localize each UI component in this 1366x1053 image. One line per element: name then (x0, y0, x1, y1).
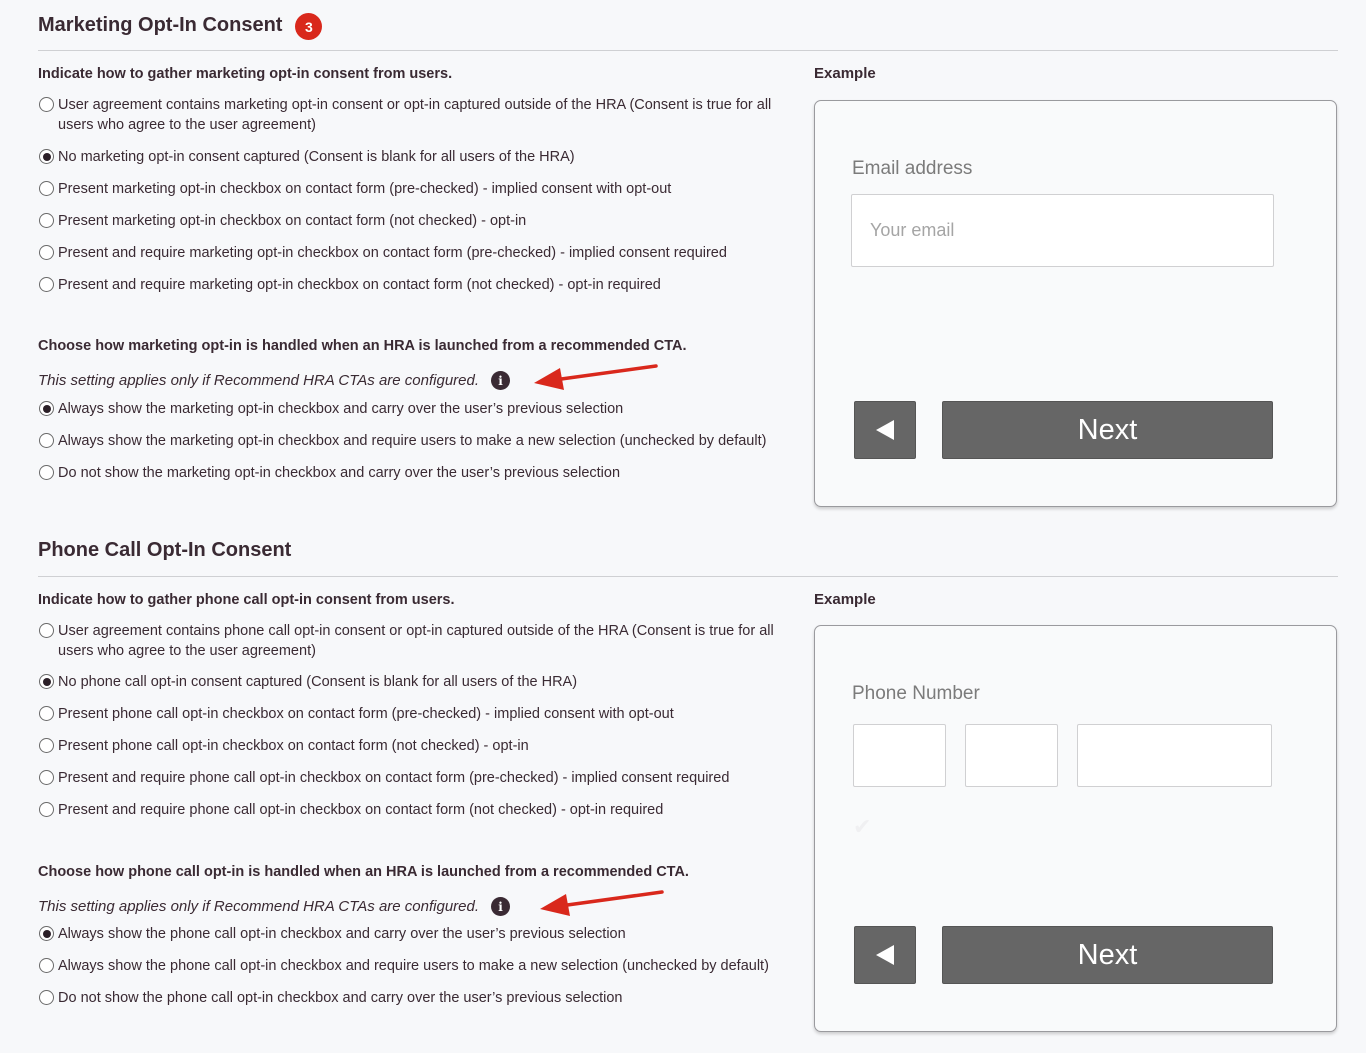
phone-gather-option-4[interactable]: Present and require phone call opt-in checkbox on contact form (pre-checked) - implied consent required (38, 768, 788, 788)
radio-button[interactable] (39, 770, 54, 785)
phone-gather-label: Indicate how to gather phone call opt-in consent from users. (38, 592, 455, 608)
radio-button[interactable] (39, 990, 54, 1005)
annotation-arrow-icon (532, 360, 660, 394)
marketing-gather-option-0[interactable]: User agreement contains marketing opt-in consent or opt-in captured outside of the HRA (Consent is true for all users who agree to the user agreement) (38, 95, 788, 135)
marketing-cta-label: Choose how marketing opt-in is handled when an HRA is launched from a recommended CTA. (38, 338, 687, 354)
marketing-cta-option-2[interactable]: Do not show the marketing opt-in checkbox and carry over the user’s previous selection (38, 463, 788, 483)
radio-button[interactable] (39, 149, 54, 164)
radio-button[interactable] (39, 433, 54, 448)
radio-button[interactable] (39, 738, 54, 753)
back-arrow-icon (876, 945, 894, 965)
radio-button[interactable] (39, 623, 54, 638)
email-input[interactable]: Your email (851, 194, 1274, 267)
marketing-gather-option-1[interactable]: No marketing opt-in consent captured (Consent is blank for all users of the HRA) (38, 147, 788, 167)
phone-prefix-input[interactable] (965, 724, 1058, 787)
phone-field-label: Phone Number (852, 683, 980, 704)
marketing-example-card (814, 100, 1337, 507)
phone-area-code-input[interactable] (853, 724, 946, 787)
section-divider (38, 50, 1338, 51)
phone-cta-option-1[interactable]: Always show the phone call opt-in checkbox and require users to make a new selection (unchecked by default) (38, 956, 788, 976)
marketing-cta-option-1[interactable]: Always show the marketing opt-in checkbox and require users to make a new selection (unchecked by default) (38, 431, 788, 451)
back-button[interactable] (854, 401, 916, 459)
marketing-gather-option-4[interactable]: Present and require marketing opt-in checkbox on contact form (pre-checked) - implied consent required (38, 243, 788, 263)
phone-gather-option-3[interactable]: Present phone call opt-in checkbox on contact form (not checked) - opt-in (38, 736, 788, 756)
section-divider (38, 576, 1338, 577)
marketing-gather-option-2[interactable]: Present marketing opt-in checkbox on contact form (pre-checked) - implied consent with opt-out (38, 179, 788, 199)
phone-cta-label: Choose how phone call opt-in is handled when an HRA is launched from a recommended CTA. (38, 864, 689, 880)
email-field-label: Email address (852, 158, 973, 179)
radio-button[interactable] (39, 181, 54, 196)
radio-button[interactable] (39, 802, 54, 817)
radio-button[interactable] (39, 97, 54, 112)
checkmark-icon: ✔ (853, 814, 872, 839)
phone-cta-option-2[interactable]: Do not show the phone call opt-in checkbox and carry over the user’s previous selection (38, 988, 788, 1008)
notification-badge: 3 (295, 13, 322, 40)
radio-button[interactable] (39, 926, 54, 941)
radio-button[interactable] (39, 245, 54, 260)
phone-line-number-input[interactable] (1077, 724, 1272, 787)
radio-button[interactable] (39, 958, 54, 973)
radio-button[interactable] (39, 706, 54, 721)
phone-gather-option-5[interactable]: Present and require phone call opt-in checkbox on contact form (not checked) - opt-in required (38, 800, 788, 820)
next-button[interactable]: Next (942, 926, 1273, 984)
marketing-cta-option-0[interactable]: Always show the marketing opt-in checkbox and carry over the user’s previous selection (38, 399, 788, 419)
radio-button[interactable] (39, 674, 54, 689)
next-button[interactable]: Next (942, 401, 1273, 459)
radio-button[interactable] (39, 465, 54, 480)
marketing-section-title: Marketing Opt-In Consent 3 (38, 12, 322, 39)
radio-button[interactable] (39, 277, 54, 292)
marketing-gather-option-3[interactable]: Present marketing opt-in checkbox on contact form (not checked) - opt-in (38, 211, 788, 231)
phone-cta-note: This setting applies only if Recommend HRA CTAs are configured. i (38, 897, 510, 916)
info-icon[interactable]: i (491, 371, 510, 390)
marketing-cta-note: This setting applies only if Recommend HRA CTAs are configured. i (38, 371, 510, 390)
phone-example-card (814, 625, 1337, 1032)
phone-gather-option-1[interactable]: No phone call opt-in consent captured (Consent is blank for all users of the HRA) (38, 672, 788, 692)
radio-button[interactable] (39, 401, 54, 416)
phone-cta-option-0[interactable]: Always show the phone call opt-in checkbox and carry over the user’s previous selection (38, 924, 788, 944)
phone-gather-option-0[interactable]: User agreement contains phone call opt-in consent or opt-in captured outside of the HRA (Consent is true for all users who agree to the user agreement) (38, 621, 788, 661)
back-arrow-icon (876, 420, 894, 440)
back-button[interactable] (854, 926, 916, 984)
radio-button[interactable] (39, 213, 54, 228)
annotation-arrow-icon (538, 886, 666, 920)
marketing-gather-label: Indicate how to gather marketing opt-in consent from users. (38, 66, 453, 82)
phone-example-label: Example (814, 591, 876, 608)
info-icon[interactable]: i (491, 897, 510, 916)
phone-gather-option-2[interactable]: Present phone call opt-in checkbox on contact form (pre-checked) - implied consent with opt-out (38, 704, 788, 724)
marketing-example-label: Example (814, 65, 876, 82)
marketing-gather-option-5[interactable]: Present and require marketing opt-in checkbox on contact form (not checked) - opt-in required (38, 275, 788, 295)
phone-section-title: Phone Call Opt-In Consent (38, 539, 292, 561)
